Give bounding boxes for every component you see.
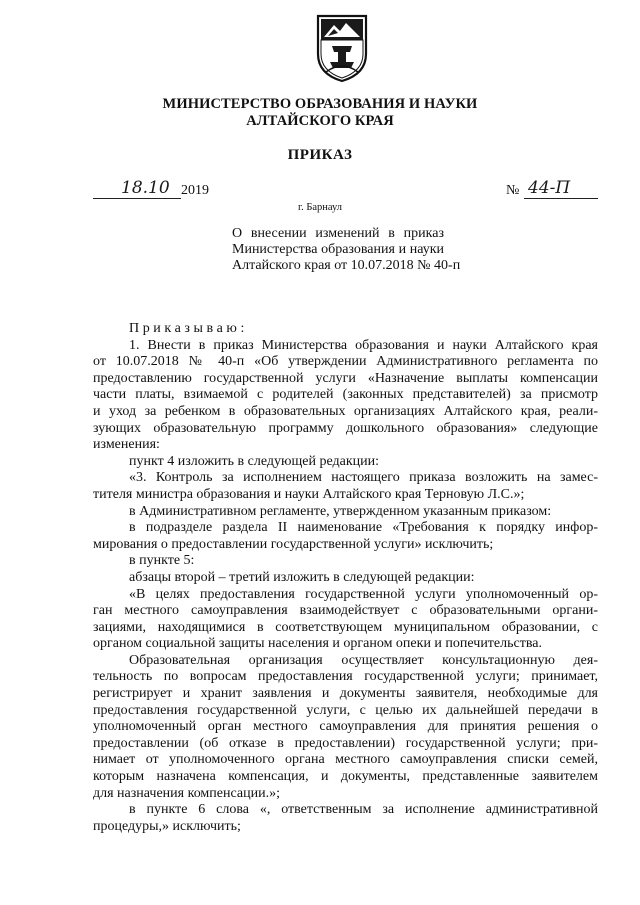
body-line: ган местного самоуправления взаимодействует с образовательными органи- — [93, 603, 598, 619]
body-line: Образовательная организация осуществляет консультационную дея- — [129, 652, 598, 668]
body-line: в Административном регламенте, утвержденном указанным приказом: — [129, 503, 552, 519]
order-body — [93, 321, 598, 835]
date-year: 2019 — [181, 183, 209, 198]
order-number — [506, 180, 606, 202]
body-line: пункт 4 изложить в следующей редакции: — [129, 453, 379, 469]
body-line: изменения: — [93, 437, 160, 453]
number-handwritten: 44-П — [528, 178, 571, 198]
number-sign: № — [506, 183, 520, 198]
ministry-line-1: МИНИСТЕРСТВО ОБРАЗОВАНИЯ И НАУКИ — [162, 96, 478, 112]
subject-line-2: Министерства образования и науки — [232, 242, 444, 257]
date-underline — [93, 198, 181, 199]
body-line: предоставлению государственной услуги «Назначение выплаты компенсации — [93, 370, 598, 386]
body-line: органом социальной защиты населения и органом опеки и попечительства. — [93, 636, 542, 652]
body-line: зующих образовательную программу дошкольного образования» следующие — [93, 420, 598, 436]
body-line: для назначения компенсации.»; — [93, 785, 280, 801]
body-line: в подразделе раздела II наименование «Требования к порядку инфор- — [129, 520, 598, 536]
body-line: которым назначена компенсация, и документы, представленные заявителем — [93, 769, 598, 785]
body-line: процедуры,» исключить; — [93, 818, 241, 834]
document-type: ПРИКАЗ — [287, 147, 353, 163]
body-line: нимает от уполномоченного органа местного самоуправления списки семей, — [93, 752, 598, 768]
body-line: предоставления государственной услуги, с целью их дальнейшей передачи в — [93, 702, 598, 718]
subject-line-1: О внесении изменений в приказ — [232, 226, 444, 241]
body-line: в пункте 5: — [129, 553, 195, 569]
ministry-name — [0, 96, 640, 130]
body-line: в пункте 6 слова «, ответственным за исполнение административной — [129, 802, 598, 818]
city: г. Барнаул — [297, 202, 343, 213]
body-line: мирования о предоставлении государственной услуги» исключить; — [93, 536, 494, 552]
body-line: абзацы второй – третий изложить в следующей редакции: — [129, 569, 475, 585]
body-line: предоставлении (об отказе в предоставлении) государственной услуги; при- — [93, 735, 598, 751]
subject-line-3: Алтайского края от 10.07.2018 № 40-п — [232, 258, 461, 273]
order-date — [93, 180, 243, 202]
body-line: Приказываю: — [129, 321, 248, 336]
date-handwritten: 18.10 — [121, 178, 170, 198]
body-line: от 10.07.2018 № 40-п «Об утверждении Административного регламента по — [93, 354, 598, 370]
body-line: 1. Внести в приказ Министерства образования и науки Алтайского края — [129, 337, 598, 353]
body-line: и уход за ребенком в образовательных организациях Алтайского края, реали- — [93, 403, 598, 419]
body-line: части платы, взимаемой с родителей (законных представителей) за присмотр — [93, 387, 598, 403]
body-line: «В целях предоставления государственной услуги уполномоченный ор- — [129, 586, 598, 602]
body-line: «3. Контроль за исполнением настоящего приказа возложить на замес- — [129, 470, 598, 486]
body-line: уполномоченный орган местного самоуправления для принятия решения о — [93, 719, 598, 735]
ministry-line-2: АЛТАЙСКОГО КРАЯ — [246, 113, 394, 129]
number-underline — [524, 198, 598, 199]
order-subject — [232, 226, 461, 274]
body-line: тельность по вопросам предоставления государственной услуги; принимает, — [93, 669, 598, 685]
body-line: зациями, находящимися в соответствующем муниципальном образовании, с — [93, 619, 598, 635]
body-line: тителя министра образования и науки Алтайского края Терновую Л.С.»; — [93, 486, 525, 502]
coat-of-arms-icon — [314, 10, 370, 84]
body-line: регистрирует и хранит заявления и документы заявителя, необходимые для — [93, 686, 598, 702]
